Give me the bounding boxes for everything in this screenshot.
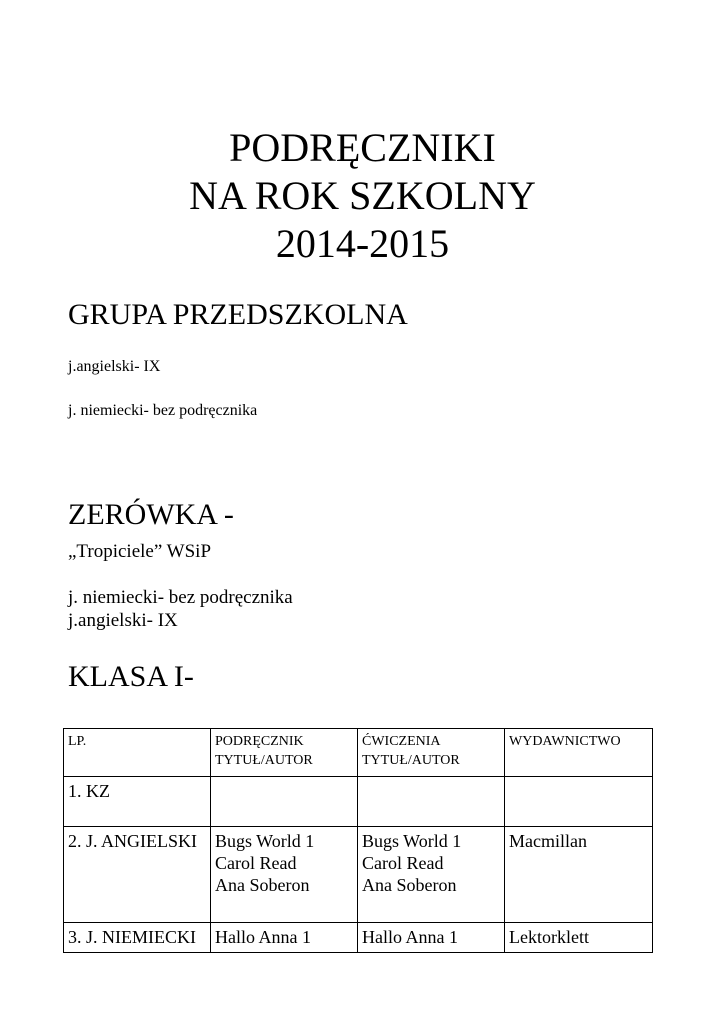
cell-podrecznik: Hallo Anna 1: [211, 923, 358, 953]
header-lp: LP.: [64, 729, 211, 777]
preschool-heading: GRUPA PRZEDSZKOLNA: [68, 298, 408, 331]
table-row: [64, 777, 653, 827]
title-line-3: 2014-2015: [275, 221, 450, 266]
zerowka-english: j.angielski- IX: [68, 610, 178, 631]
document-title: [0, 124, 725, 268]
cell-lp: 3. J. NIEMIECKI: [64, 923, 211, 953]
preschool-german: j. niemiecki- bez podręcznika: [68, 402, 258, 419]
textbook-table: [63, 728, 653, 953]
title-line-2: NA ROK SZKOLNY: [189, 173, 536, 218]
cell-wydawnictwo: Macmillan: [505, 827, 653, 923]
cell-cwiczenia: Hallo Anna 1: [358, 923, 505, 953]
preschool-english: j.angielski- IX: [68, 358, 161, 375]
cell-podrecznik: Bugs World 1 Carol Read Ana Soberon: [211, 827, 358, 923]
cell-wydawnictwo: [505, 777, 653, 827]
klasa1-heading: KLASA I-: [68, 660, 194, 693]
title-line-1: PODRĘCZNIKI: [229, 125, 496, 170]
zerowka-german: j. niemiecki- bez podręcznika: [68, 587, 293, 608]
cell-cwiczenia: [358, 777, 505, 827]
table-header-row: [64, 729, 653, 777]
cell-podrecznik: [211, 777, 358, 827]
header-wydawnictwo: WYDAWNICTWO: [505, 729, 653, 777]
cell-lp: 2. J. ANGIELSKI: [64, 827, 211, 923]
header-podrecznik: PODRĘCZNIK TYTUŁ/AUTOR: [211, 729, 358, 777]
cell-lp: 1. KZ: [64, 777, 211, 827]
table-row: [64, 827, 653, 923]
cell-wydawnictwo: Lektorklett: [505, 923, 653, 953]
zerowka-book: „Tropiciele” WSiP: [68, 541, 212, 562]
zerowka-heading: ZERÓWKA -: [68, 498, 234, 531]
table-row: [64, 923, 653, 953]
cell-cwiczenia: Bugs World 1 Carol Read Ana Soberon: [358, 827, 505, 923]
header-cwiczenia: ĆWICZENIA TYTUŁ/AUTOR: [358, 729, 505, 777]
